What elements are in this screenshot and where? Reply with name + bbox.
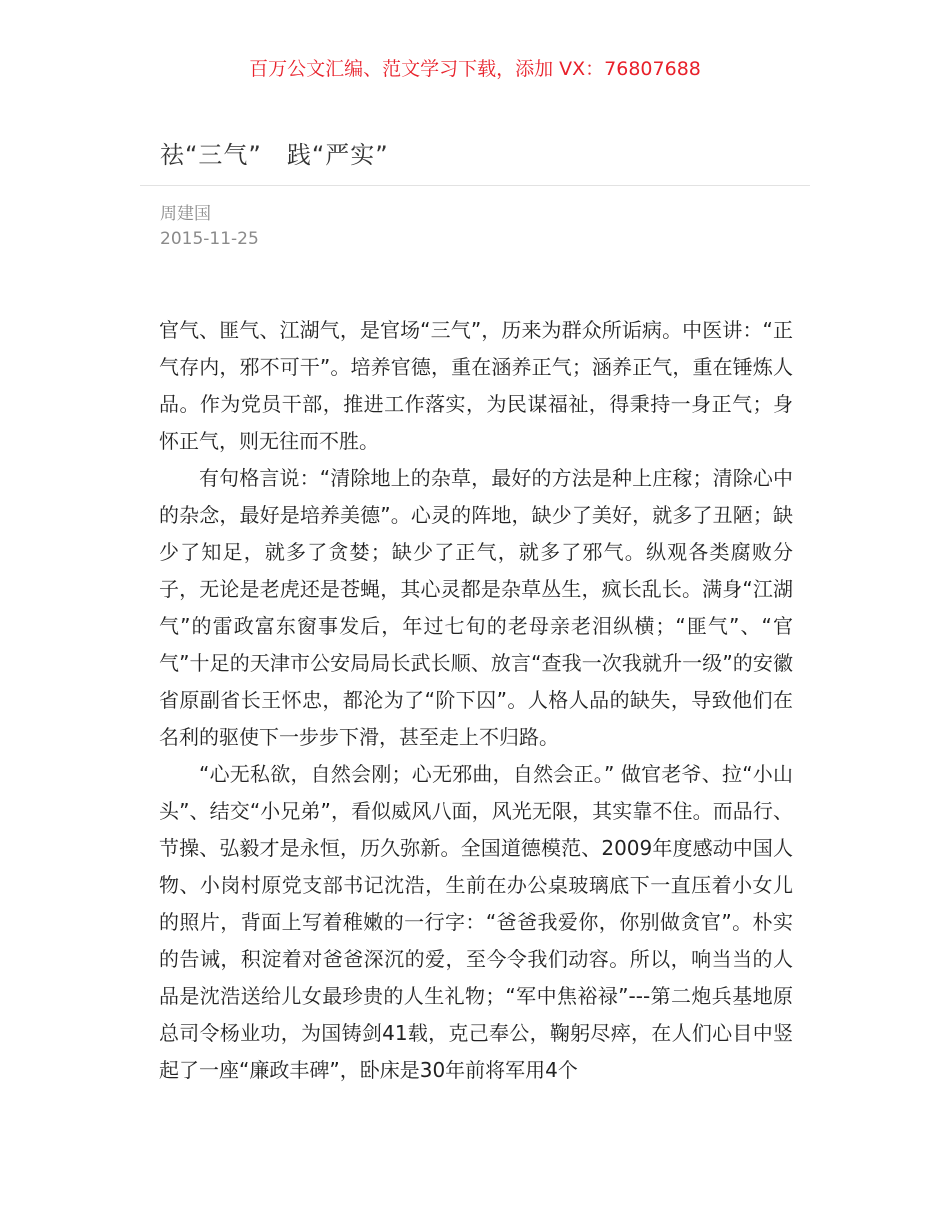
article-body [159, 312, 793, 1089]
title-divider [140, 185, 810, 186]
article-paragraph: 官气、匪气、江湖气，是官场“三气”，历来为群众所诟病。中医讲：“正气存内，邪不可干”。培养官德，重在涵养正气；涵养正气，重在锤炼人品。作为党员干部，推进工作落实，为民谋福祉，得秉持一身正气；身怀正气，则无往而不胜。 [159, 318, 793, 453]
article-paragraph: 有句格言说：“清除地上的杂草，最好的方法是种上庄稼；清除心中的杂念，最好是培养美德”。心灵的阵地，缺少了美好，就多了丑陋；缺少了知足，就多了贪婪；缺少了正气，就多了邪气。纵观各类腐败分子，无论是老虎还是苍蝇，其心灵都是杂草丛生，疯长乱长。满身“江湖气”的雷政富东窗事发后，年过七旬的老母亲老泪纵横；“匪气”、“官气”十足的天津市公安局局长武长顺、放言“查我一次我就升一级”的安徽省原副省长王怀忠，都沦为了“阶下囚”。人格人品的缺失，导致他们在名利的驱使下一步步下滑，甚至走上不归路。 [159, 466, 793, 749]
article-author: 周建国 [160, 204, 211, 224]
article-title: 祛“三气” 践“严实” [160, 141, 389, 169]
watermark-banner: 百万公文汇编、范文学习下载，添加 VX：76807688 [249, 58, 701, 80]
article-paragraph: “心无私欲，自然会刚；心无邪曲，自然会正。” 做官老爷、拉“小山头”、结交“小兄弟”，看似威风八面，风光无限，其实靠不住。而品行、节操、弘毅才是永恒，历久弥新。全国道德模范、2009年度感动中国人物、小岗村原党支部书记沈浩，生前在办公桌玻璃底下一直压着小女儿的照片，背面上写着稚嫩的一行字：“爸爸我爱你，你别做贪官”。朴实的告诫，积淀着对爸爸深沉的爱，至今令我们动容。所以，响当当的人品是沈浩送给儿女最珍贵的人生礼物；“军中焦裕禄”---第二炮兵基地原总司令杨业功，为国铸剑41载，克己奉公，鞠躬尽瘁，在人们心目中竖起了一座“廉政丰碑”，卧床是30年前将军用4个 [159, 762, 793, 1082]
article-date: 2015-11-25 [160, 229, 259, 249]
